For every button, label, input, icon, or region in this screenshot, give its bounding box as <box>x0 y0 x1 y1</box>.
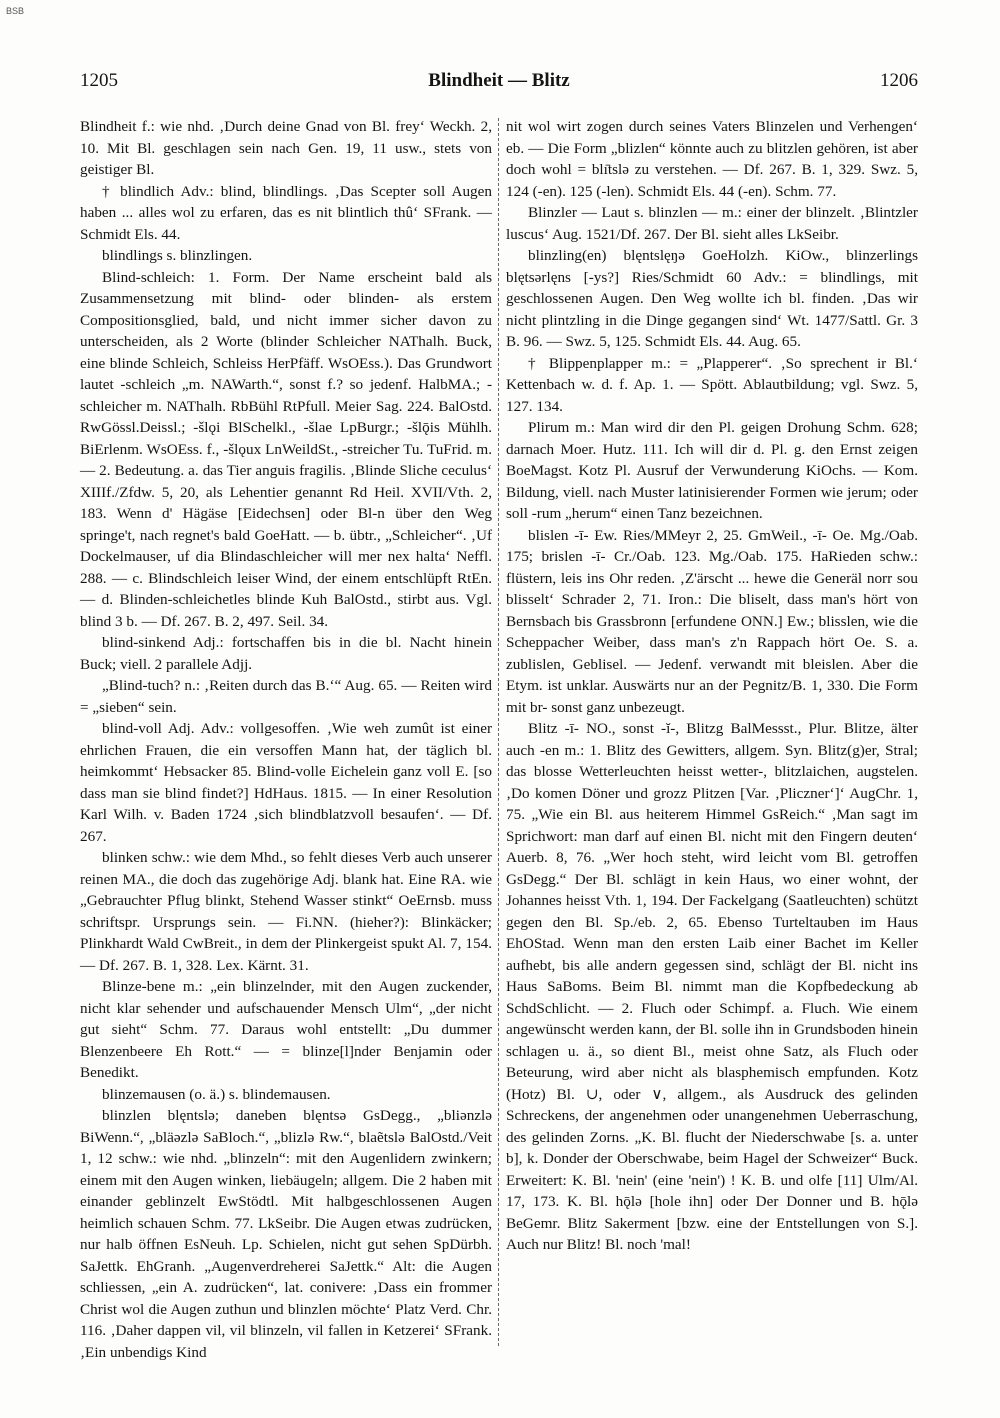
entry-blind-schleich: Blind-schleich: 1. Form. Der Name erscheint bald als Zusammensetzung mit blind- oder blinden- als erstem Compositionsglied, bald, und nicht immer sicher davon zu unterscheiden, als 2 Worte (blinder Schleicher NAThalh. Buck, eine blinde Schleich, Schleiss HerPfäff. WsOEss.). Das Grundwort lautet -schleich „m. NAWarth.“, sonst f.? so jedenf. HalbMA.; -schleicher m. NAThalh. RbBühl RtPfull. Meier Sag. 224. BalOstd. RwGössl.Deissl.; -šlǫi BlSchelkl., -šlae LpBurgr.; -šlǭis Mühlh. BiErlenm. WsOEss. f., -šlǫux LnWeildSt., -streicher Tu. TuFrid. m. — 2. Bedeutung. a. das Tier anguis fragilis. ‚Blinde Sliche ceculus‘ XIIIf./Zfdw. 5, 20, als Lehentier genannt Rd Heil. XVII/Vth. 2, 183. Wenn d' Hägäse [Eidechsen] oder Bl-n über den Weg springe't, nach regnet's bald GoeHatt. — b. übtr., „Schleicher“. ‚Uf Dockelmauser, uf dia Blindaschleicher will mer nex halta‘ Neffl. 288. — c. Blindschleich leiser Wind, der einem entschlüpft RtEn. — d. Blinden-schleichetles blinde Kuh BalOstd., stirbt aus. Vgl. blind 3 b. — Df. 267. B. 2, 497. Seil. 34. <box>80 268 492 630</box>
entry-plirum: Plirum m.: Man wird dir den Pl. geigen Drohung Schm. 628; darnach Moer. Hutz. 111. Ich will dir d. Pl. g. den Ernst zeigen BoeMagst. Kotz Pl. Ausruf der Verwunderung KiOchs. — Kom. Bildung, viell. nach Muster latinisierender Formen wie jerum; oder soll -rum „herum“ einen Tanz bezeichnen. <box>506 419 918 522</box>
entry-blind-voll: blind-voll Adj. Adv.: vollgesoffen. ‚Wie weh zumût ist einer ehrlichen Frauen, die ein versoffen Mann hat, der täglich bl. heimkommt‘ Hebsacker 85. Blind-volle Eichelein ganz voll E. [so dass man sie blind findet?] HdHaus. 1815. — In einer Resolution Karl Wilh. v. Baden 1724 ‚sich blindblatzvoll besaufen‘. — Df. 267. <box>80 720 492 845</box>
entry-blinzemausen: blinzemausen (o. ä.) s. blindemausen. <box>102 1085 331 1103</box>
page-number-left: 1205 <box>80 70 118 91</box>
entry-blinzlen: blinzlen blęntslə; daneben blęntsə GsDegg., „bliənzlə BiWenn.“, „bläəzlə SaBloch.“, „blizlə Rw.“, blaẽtslə BalOstd./Veit 1, 12 schw.: wie nhd. „blinzeln“: mit den Augenlidern zwinkern; einem mit den Augen winken, liebäugeln; allgem. Die 2 haben mit einander geblinzelt EwStödtl. Mit halbgeschlossenen Augen heimlich schauen Schm. 77. LkSeibr. Die Augen etwas zudrücken, nur halb öffnen EsNeuh. Lp. Schielen, nicht gut sehen SpDürbh. SaJettk. EhGranh. „Augenverdreherei SaJettk.“ Alt: die Augen schliessen, „ein A. zudrücken“, lat. conivere: ‚Dass ein frommer Christ wol die Augen zuthun und blinzlen möchte‘ Platz Verd. Chr. 116. ‚Daher dappen vil, vil blinzeln, vil fallen in Ketzerei‘ SFrank. ‚Ein unbendigs Kind <box>80 1107 492 1361</box>
running-title: Blindheit — Blitz <box>428 70 570 91</box>
entry-blinzler: Blinzler — Laut s. blinzlen — m.: einer der blinzelt. ‚Blintzler luscus‘ Aug. 1521/Df. 267. Der Bl. sieht alles LkSeibr. <box>506 204 918 243</box>
entry-blitz: Blitz -ī- NO., sonst -ĭ-, Blitzg BalMessst., Plur. Blitze, älter auch -en m.: 1. Blitz des Gewitters, allgem. Syn. Blitz(g)er, Stral; das blosse Wetterleuchten heisst wetter-, blitzlaichen, augstelen. ‚Do komen Döner und grozz Plitzen [Var. ‚Pliczner‘]‘ AugChr. 1, 75. „Wie ein Bl. aus heiterem Himmel GsReich.“ ‚Man sagt im Sprichwort: man darf auf einen Bl. nicht mit den Fingern deuten‘ Auerb. 8, 76. „Wer hoch steht, wird leicht vom Bl. getroffen GsDegg.“ Der Bl. schlägt in kein Haus, wo einer wohnt, der Johannes heisst Vth. 1, 194. Der Fackelgang (Saatleuchten) schützt gegen den Bl. Sp./eb. 2, 65. Ebenso Turteltauben im Haus EhOStad. Wenn man den ersten Laib einer Bachet im Keller aufhebt, bis alle andern gegessen sind, schlägt der Bl. nicht ins Haus SaBoms. Beim Bl. nimmt man die Kopfbedeckung ab SchdSchlicht. — 2. Fluch oder Schimpf. a. Fluch. Wie einem angewünscht werden kann, der Bl. solle ihn in Grundsboden hinein schlagen u. ä., so dient Bl., meist ohne Satz, als Fluch oder Beteurung, wird aber nicht als blasphemisch empfunden. Kotz (Hotz) Bl. ∪, oder ∨, allgem., als Ausdruck des gelinden Schreckens, der angenehmen oder unangenehmen Ueberraschung, des gelinden Zorns. „K. Bl. flucht der Niederschwabe [s. a. unter b], k. Donder der Oberschwabe, beim Hagel der Schweizer“ Buck. Erweitert: K. Bl. 'nein' (eine 'nein') ! K. B. und olfe [11] Ulm/Al. 17, 173. K. Bl. hǭlə [hole ihn] oder Der Donner und B. hǭlə BeGemr. Blitz Sakerment [bzw. eine der Entstellungen von S.]. Auch nur Blitz! Bl. noch 'mal! <box>506 720 918 1253</box>
entry-blindlich: † blindlich Adv.: blind, blindlings. ‚Das Scepter soll Augen haben ... alles wol zu erfaren, das es nit blintlich thû‘ SFrank. — Schmidt Els. 44. <box>80 182 492 243</box>
entry-blindlings: blindlings s. blinzlingen. <box>102 247 253 264</box>
column-divider <box>498 118 499 1346</box>
entry-blinzling: blinzling(en) blęntslęŋə GoeHolzh. KiOw., blinzerlings blętsərlęns [-ys?] Ries/Schmidt 60 Adv.: = blindlings, mit geschlossenen Augen. Den Weg wollte ich bl. finden. ‚Das wir nicht plintzling in die Dinge gegangen sind‘ Wt. 1477/Sattl. Gr. 3 B. 96. — Swz. 5, 125. Schmidt Els. 44. Aug. 65. <box>506 247 918 350</box>
entry-blislen: blislen -ī- Ew. Ries/MMeyr 2, 25. GmWeil., -ī- Oe. Mg./Oab. 175; brislen -ī- Cr./Oab. 123. Mg./Oab. 175. HaRieden schw.: flüstern, leis ins Ohr reden. ‚Z'ärscht ... hewe die Generäl norr sou blisselt‘ Schrader 2, 71. Iron.: Die bliselt, dass man's hört von Bernsbach bis Grassbronn [erfundene ONN.] Ew.; blisslen, wie die Scheppacher Weiber, dass man's z'n Rappach hört Oe. S. a. zublislen, Geblisel. — Jedenf. verwandt mit bleislen. Aber die Etym. ist unklar. Auswärts nur an der Pegnitz/B. 1, 330. Die Form mit br- sonst ganz unbezeugt. <box>506 526 918 716</box>
entry-blind-tuch: „Blind-tuch? n.: ‚Reiten durch das B.‘“ Aug. 65. — Reiten wird = „sieben“ sein. <box>80 677 492 716</box>
entry-blippenplapper: † Blippenplapper m.: = „Plapperer“. ‚So sprechent ir Bl.‘ Kettenbach w. d. f. Ap. 1. — Spött. Ablautbildung; vgl. Swz. 5, 127. 134. <box>506 354 918 415</box>
page-header <box>80 70 918 98</box>
entry-blinzlen-continued: nit wol wirt zogen durch seines Vaters Blinzelen und Verhengen‘ eb. — Die Form „blizlen“ könnte auch zu blitzlen gehören, ist aber doch wohl = blı̄tslə zu verstehen. — Df. 267. B. 1, 329. Swz. 5, 124 (-en). 125 (-len). Schmidt Els. 44 (-en). Schm. 77. <box>506 118 918 200</box>
entry-blindheit: Blindheit f.: wie nhd. ‚Durch deine Gnad von Bl. frey‘ Weckh. 2, 10. Mit Bl. geschlagen sein nach Gen. 19, 11 usw., stets von geistiger Bl. <box>80 118 492 178</box>
entry-blinken: blinken schw.: wie dem Mhd., so fehlt dieses Verb auch unserer reinen MA., die doch das zugehörige Adj. blank hat. Eine RA. wie „Gebrauchter Pflug blinkt, Stehend Wasser stinkt“ OeErnsb. muss schriftspr. Ursprungs sein. — Fi.NN. (hieher?): Blinkäcker; Plinkhardt Wald CwBreit., in dem der Plinkergeist spukt Al. 7, 154. — Df. 267. B. 1, 328. Lex. Kärnt. 31. <box>80 849 492 974</box>
right-column <box>506 116 918 1256</box>
left-column <box>80 116 492 1363</box>
entry-blind-sinkend: blind-sinkend Adj.: fortschaffen bis in die bl. Nacht hinein Buck; viell. 2 parallele Adjj. <box>80 634 492 673</box>
page-number-right: 1206 <box>880 70 918 91</box>
entry-blinze-bene: Blinze-bene m.: „ein blinzelnder, mit den Augen zuckender, nicht klar sehender und aufschauender Mensch Ulm“, „der nicht gut sieht“ Schm. 77. Daraus wohl entstellt: „Du dummer Blenzenbeere Eh Rott.“ — = blinze[l]nder Benjamin oder Benedikt. <box>80 978 492 1081</box>
library-stamp: BSB <box>6 6 25 16</box>
